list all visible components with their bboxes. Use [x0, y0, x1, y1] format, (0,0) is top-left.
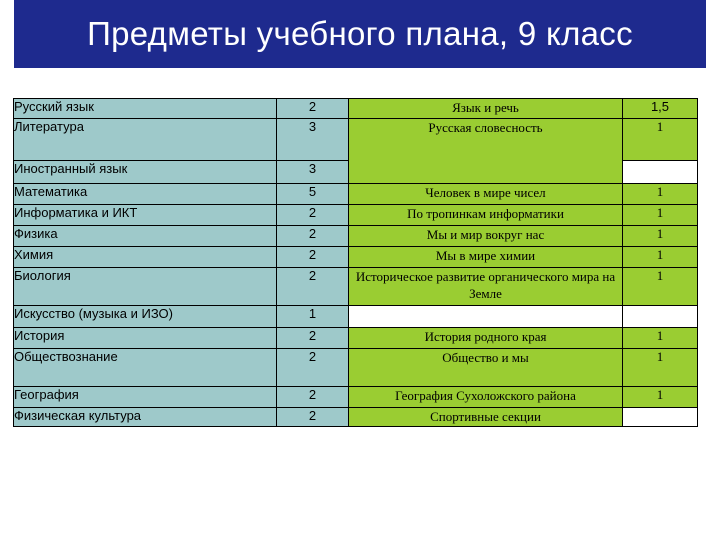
elective-cell: Спортивные секции — [349, 408, 623, 427]
hours-cell: 2 — [277, 205, 349, 226]
hours-cell: 2 — [277, 226, 349, 247]
subject-cell: Искусство (музыка и ИЗО) — [14, 306, 277, 328]
table-row — [14, 349, 698, 387]
elective-cell: Мы и мир вокруг нас — [349, 226, 623, 247]
subject-cell: Физическая культура — [14, 408, 277, 427]
elective-cell: Мы в мире химии — [349, 247, 623, 268]
elective-cell: Язык и речь — [349, 99, 623, 119]
subject-cell: История — [14, 328, 277, 349]
table-row — [14, 408, 698, 427]
subject-cell: Биология — [14, 268, 277, 306]
elective-cell: География Сухоложского района — [349, 387, 623, 408]
hours-cell: 1 — [277, 306, 349, 328]
elective-hours-cell: 1,5 — [623, 99, 698, 119]
subject-cell: Обществознание — [14, 349, 277, 387]
subject-cell: Информатика и ИКТ — [14, 205, 277, 226]
table-row — [14, 306, 698, 328]
hours-cell: 2 — [277, 247, 349, 268]
subject-cell: Химия — [14, 247, 277, 268]
elective-hours-cell: 1 — [623, 349, 698, 387]
elective-cell: Русская словесность — [349, 119, 623, 184]
subject-cell: Математика — [14, 184, 277, 205]
elective-hours-cell: 1 — [623, 387, 698, 408]
page-title: Предметы учебного плана, 9 класс — [87, 15, 633, 52]
subject-cell: Литература — [14, 119, 277, 161]
elective-hours-cell: 1 — [623, 119, 698, 161]
hours-cell: 2 — [277, 99, 349, 119]
subject-cell: География — [14, 387, 277, 408]
elective-cell: История родного края — [349, 328, 623, 349]
elective-cell — [349, 306, 623, 328]
elective-hours-cell: 1 — [623, 226, 698, 247]
table-row — [14, 205, 698, 226]
hours-cell: 3 — [277, 161, 349, 184]
curriculum-table — [13, 98, 698, 427]
elective-cell: Человек в мире чисел — [349, 184, 623, 205]
subject-cell: Физика — [14, 226, 277, 247]
hours-cell: 2 — [277, 408, 349, 427]
elective-cell: По тропинкам информатики — [349, 205, 623, 226]
table-row — [14, 328, 698, 349]
table-row — [14, 226, 698, 247]
title-bar — [14, 0, 706, 68]
hours-cell: 3 — [277, 119, 349, 161]
hours-cell: 2 — [277, 328, 349, 349]
table-row — [14, 268, 698, 306]
elective-hours-cell — [623, 306, 698, 328]
subject-cell: Русский язык — [14, 99, 277, 119]
hours-cell: 5 — [277, 184, 349, 205]
table-row — [14, 184, 698, 205]
table-row — [14, 247, 698, 268]
hours-cell: 2 — [277, 268, 349, 306]
elective-hours-cell — [623, 408, 698, 427]
elective-hours-cell: 1 — [623, 268, 698, 306]
table-row — [14, 99, 698, 119]
elective-hours-cell: 1 — [623, 247, 698, 268]
table-row — [14, 119, 698, 161]
subject-cell: Иностранный язык — [14, 161, 277, 184]
elective-hours-cell: 1 — [623, 184, 698, 205]
table-row — [14, 387, 698, 408]
hours-cell: 2 — [277, 387, 349, 408]
elective-cell: Историческое развитие органического мира на Земле — [349, 268, 623, 306]
elective-hours-cell: 1 — [623, 328, 698, 349]
elective-cell: Общество и мы — [349, 349, 623, 387]
elective-hours-cell: 1 — [623, 205, 698, 226]
hours-cell: 2 — [277, 349, 349, 387]
elective-hours-cell — [623, 161, 698, 184]
